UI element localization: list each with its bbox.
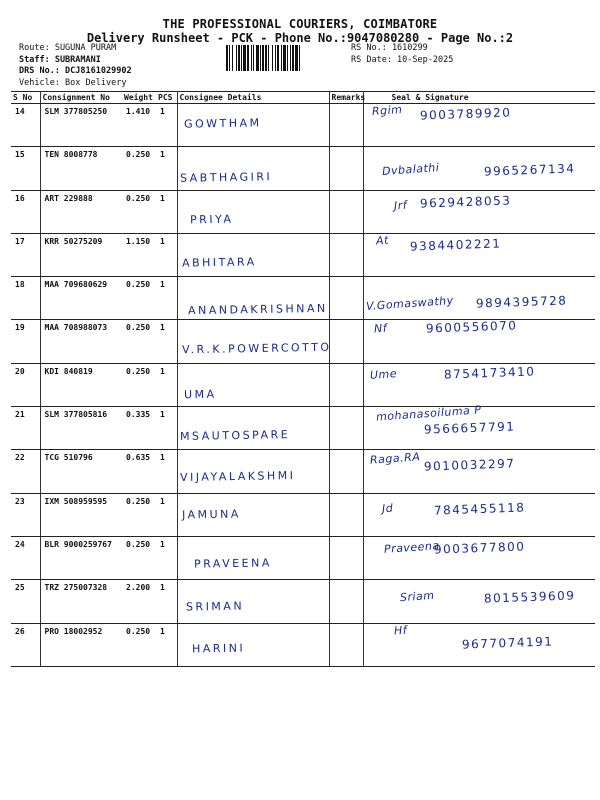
document-subtitle: Delivery Runsheet - PCK - Phone No.:9047080280 - Page No.:2 (86, 31, 514, 45)
cell-remarks (329, 233, 363, 276)
receiver-phone-handwritten: 9600556070 (425, 318, 518, 337)
cell-seal-signature (363, 147, 595, 190)
receiver-signature: mohanasoiluma P (375, 403, 482, 424)
cell-seal-signature (363, 536, 595, 579)
cell-weight: 0.250 (122, 277, 156, 320)
cell-consignment: KDI 840819 (40, 363, 122, 406)
cell-pcs: 1 (156, 363, 177, 406)
receiver-signature: V.Gomaswathy (365, 294, 454, 314)
cell-sno: 21 (11, 407, 40, 450)
consignee-name-handwritten: ABHITARA (181, 255, 257, 270)
table-header-row (11, 92, 595, 104)
cell-consignee (177, 147, 329, 190)
cell-consignment: SLM 377805816 (40, 407, 122, 450)
receiver-signature: Nf (373, 322, 388, 336)
vehicle-label: Vehicle: Box Delivery (19, 77, 127, 88)
cell-weight: 0.250 (122, 190, 156, 233)
cell-seal-signature (363, 277, 595, 320)
cell-weight: 2.200 (122, 580, 156, 623)
barcode-image (226, 45, 346, 71)
consignee-name-handwritten: GOWTHAM (183, 116, 262, 131)
cell-weight: 0.250 (122, 320, 156, 363)
consignee-name-handwritten: SRIMAN (185, 599, 244, 614)
cell-pcs: 1 (156, 190, 177, 233)
receiver-signature: Ume (369, 366, 397, 382)
receiver-phone-handwritten: 9010032297 (423, 456, 516, 474)
receiver-phone-handwritten: 7845455118 (433, 500, 526, 518)
cell-pcs: 1 (156, 233, 177, 276)
cell-consignment: TEN 8008778 (40, 147, 122, 190)
cell-consignment: TCG 510796 (40, 450, 122, 493)
cell-consignment: SLM 377805250 (40, 104, 122, 147)
receiver-phone-handwritten: 9965267134 (483, 161, 576, 179)
receiver-phone-handwritten: 9384402221 (409, 236, 502, 254)
cell-sno: 18 (11, 277, 40, 320)
cell-pcs: 1 (156, 407, 177, 450)
col-remarks: Remarks (329, 92, 363, 104)
cell-pcs: 1 (156, 104, 177, 147)
table-row (11, 450, 595, 493)
cell-seal-signature (363, 493, 595, 536)
cell-weight: 1.150 (122, 233, 156, 276)
cell-weight: 0.250 (122, 623, 156, 666)
receiver-signature: Jd (381, 501, 394, 516)
cell-seal-signature (363, 363, 595, 406)
drs-number: DRS No.: DCJ8161029902 (19, 66, 132, 76)
receiver-phone-handwritten: 9677074191 (461, 633, 554, 652)
cell-consignee (177, 407, 329, 450)
cell-sno: 14 (11, 104, 40, 147)
rs-date: RS Date: 10-Sep-2025 (351, 54, 454, 65)
col-consignee: Consignee Details (177, 92, 329, 104)
cell-pcs: 1 (156, 277, 177, 320)
cell-pcs: 1 (156, 580, 177, 623)
receiver-phone-handwritten: 8754173410 (443, 364, 536, 382)
cell-sno: 19 (11, 320, 40, 363)
table-row (11, 233, 595, 276)
cell-seal-signature (363, 623, 595, 666)
cell-sno: 17 (11, 233, 40, 276)
barcode-bar (287, 45, 288, 71)
runsheet-meta-left (19, 43, 132, 89)
table-row (11, 320, 595, 363)
runsheet-meta-right (351, 43, 453, 66)
barcode-bar (299, 45, 300, 71)
receiver-phone-handwritten: 9629428053 (419, 193, 512, 211)
barcode-bar (295, 45, 298, 71)
receiver-phone-handwritten: 9894395728 (475, 293, 568, 311)
cell-consignee (177, 233, 329, 276)
consignee-name-handwritten: V.R.K.POWERCOTTO (181, 341, 332, 357)
table-row (11, 580, 595, 623)
document-title: THE PROFESSIONAL COURIERS, COIMBATORE (162, 17, 438, 31)
barcode-bar (226, 45, 228, 71)
consignee-name-handwritten: VIJAYALAKSHMI (179, 469, 296, 485)
receiver-signature: Praveena (383, 539, 440, 556)
cell-pcs: 1 (156, 320, 177, 363)
table-row (11, 493, 595, 536)
cell-weight: 0.635 (122, 450, 156, 493)
cell-consignment: PRO 18002952 (40, 623, 122, 666)
rs-number: RS No.: 1610299 (351, 43, 428, 53)
receiver-signature: Hf (393, 623, 408, 638)
barcode-bar (241, 45, 242, 71)
barcode-bar (272, 45, 273, 71)
col-pcs: PCS (156, 92, 177, 104)
cell-weight: 1.410 (122, 104, 156, 147)
barcode-bar (262, 45, 264, 71)
cell-seal-signature (363, 450, 595, 493)
barcode-bar (251, 45, 252, 71)
receiver-signature: Jrf (393, 198, 408, 213)
cell-consignment: ART 229888 (40, 190, 122, 233)
table-row (11, 623, 595, 666)
cell-consignee (177, 536, 329, 579)
cell-remarks (329, 147, 363, 190)
staff-label: Staff: SUBRAMANI (19, 54, 101, 65)
consignee-name-handwritten: SABTHAGIRI (179, 170, 272, 186)
consignee-name-handwritten: PRIYA (189, 212, 234, 226)
col-consignment: Consignment No (40, 92, 122, 104)
barcode-bar (243, 45, 246, 71)
cell-remarks (329, 493, 363, 536)
cell-sno: 26 (11, 623, 40, 666)
cell-seal-signature (363, 403, 595, 450)
cell-sno: 23 (11, 493, 40, 536)
cell-consignment: KRR 50275209 (40, 233, 122, 276)
barcode-bar (277, 45, 279, 71)
barcode-bar (265, 45, 267, 71)
barcode-bar (238, 45, 240, 71)
cell-remarks (329, 407, 363, 450)
barcode-bar (229, 45, 230, 71)
cell-seal-signature (363, 190, 595, 233)
cell-seal-signature (363, 580, 595, 623)
cell-consignee (177, 363, 329, 406)
consignee-name-handwritten: PRAVEENA (193, 556, 272, 571)
cell-consignment: IXM 508959595 (40, 493, 122, 536)
cell-consignee (177, 493, 329, 536)
consignee-name-handwritten: UMA (183, 387, 217, 402)
delivery-table (11, 91, 595, 667)
barcode-bar (292, 45, 294, 71)
cell-pcs: 1 (156, 623, 177, 666)
cell-remarks (329, 277, 363, 320)
cell-seal-signature (363, 320, 595, 363)
cell-pcs: 1 (156, 147, 177, 190)
barcode-bar (253, 45, 254, 71)
cell-pcs: 1 (156, 493, 177, 536)
receiver-signature: Rgim (371, 102, 403, 119)
barcode-bar (268, 45, 269, 71)
barcode-bar (260, 45, 261, 71)
cell-sno: 16 (11, 190, 40, 233)
receiver-signature: Raga.RA (369, 450, 421, 468)
cell-sno: 15 (11, 147, 40, 190)
cell-sno: 25 (11, 580, 40, 623)
receiver-phone-handwritten: 9003677800 (433, 539, 526, 557)
consignee-name-handwritten: JAMUNA (181, 507, 241, 522)
col-sno: S No (11, 92, 40, 104)
table-row (11, 277, 595, 320)
cell-pcs: 1 (156, 450, 177, 493)
col-weight: Weight (122, 92, 156, 104)
cell-pcs: 1 (156, 536, 177, 579)
table-row (11, 407, 595, 450)
table-row (11, 363, 595, 406)
cell-remarks (329, 104, 363, 147)
barcode-bar (256, 45, 259, 71)
cell-weight: 0.250 (122, 363, 156, 406)
barcode-bar (290, 45, 291, 71)
cell-seal-signature (363, 104, 595, 147)
cell-weight: 0.250 (122, 493, 156, 536)
cell-remarks (329, 320, 363, 363)
cell-remarks (329, 363, 363, 406)
cell-remarks (329, 580, 363, 623)
cell-remarks (329, 450, 363, 493)
cell-consignee (177, 580, 329, 623)
barcode-bar (236, 45, 237, 71)
cell-consignment: TRZ 275007328 (40, 580, 122, 623)
col-seal-signature: Seal & Signature (363, 92, 595, 104)
cell-consignee (177, 277, 329, 320)
cell-consignee (177, 320, 332, 363)
receiver-phone-handwritten: 8015539609 (483, 588, 576, 606)
receiver-signature: At (375, 233, 389, 248)
table-row (11, 536, 595, 579)
cell-weight: 0.250 (122, 147, 156, 190)
cell-remarks (329, 190, 363, 233)
consignee-name-handwritten: HARINI (191, 641, 245, 656)
cell-remarks (329, 623, 363, 666)
consignee-name-handwritten: ANANDAKRISHNAN (187, 301, 328, 318)
cell-seal-signature (363, 233, 595, 276)
cell-weight: 0.335 (122, 407, 156, 450)
consignee-name-handwritten: MSAUTOSPARE (179, 428, 290, 444)
cell-sno: 24 (11, 536, 40, 579)
receiver-phone-handwritten: 9003789920 (419, 105, 512, 123)
barcode-bar (232, 45, 233, 71)
receiver-phone-handwritten: 9566657791 (423, 419, 516, 437)
barcode-bar (275, 45, 276, 71)
route-label: Route: SUGUNA PURAM (19, 43, 117, 53)
cell-weight: 0.250 (122, 536, 156, 579)
cell-sno: 22 (11, 450, 40, 493)
table-row (11, 104, 595, 147)
cell-remarks (329, 536, 363, 579)
barcode-bar (283, 45, 286, 71)
cell-consignee (177, 450, 329, 493)
cell-consignee (177, 623, 329, 666)
cell-consignee (177, 190, 329, 233)
receiver-signature: Dvbalathi (381, 161, 440, 179)
receiver-signature: Sriam (399, 589, 435, 605)
cell-sno: 20 (11, 363, 40, 406)
cell-consignment: BLR 9000259767 (40, 536, 122, 579)
barcode-bar (247, 45, 249, 71)
cell-consignment: MAA 708988073 (40, 320, 122, 363)
table-row (11, 147, 595, 190)
table-row (11, 190, 595, 233)
cell-consignee (177, 104, 329, 147)
cell-consignment: MAA 709680629 (40, 277, 122, 320)
barcode-bar (281, 45, 282, 71)
